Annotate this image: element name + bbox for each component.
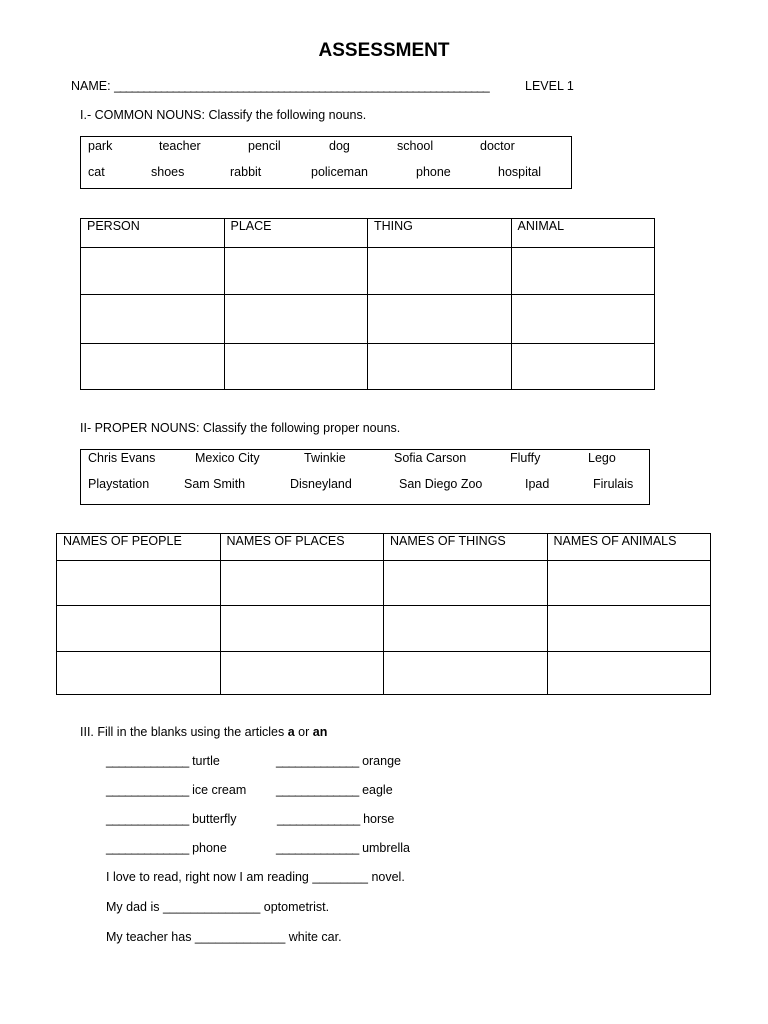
answer-cell[interactable] — [384, 606, 548, 652]
blank[interactable]: _____________ — [106, 841, 189, 855]
answer-cell[interactable] — [547, 606, 711, 652]
sentence[interactable]: My dad is ______________ optometrist. — [106, 900, 330, 914]
word: Firulais — [593, 477, 634, 491]
word: Ipad — [525, 477, 550, 491]
answer-cell[interactable] — [224, 344, 368, 390]
header-animal: ANIMAL — [511, 219, 655, 248]
word: Fluffy — [510, 451, 541, 465]
table-row — [81, 344, 655, 390]
fill-item — [106, 754, 220, 768]
answer-cell[interactable] — [224, 295, 368, 344]
table-row — [57, 606, 711, 652]
answer-cell[interactable] — [384, 652, 548, 695]
header-person: PERSON — [81, 219, 225, 248]
answer-cell[interactable] — [57, 652, 221, 695]
sentence[interactable]: I love to read, right now I am reading ________ novel. — [106, 870, 405, 884]
word: teacher — [159, 139, 201, 153]
fill-item — [106, 812, 237, 826]
answer-cell[interactable] — [224, 248, 368, 295]
header-names-of-animals: NAMES OF ANIMALS — [547, 534, 711, 561]
answer-cell[interactable] — [368, 248, 512, 295]
answer-cell[interactable] — [368, 344, 512, 390]
fill-item — [276, 841, 410, 855]
answer-cell[interactable] — [57, 561, 221, 606]
answer-cell[interactable] — [547, 561, 711, 606]
blank[interactable]: _____________ — [276, 754, 359, 768]
word: Lego — [588, 451, 616, 465]
word: park — [88, 139, 113, 153]
word: school — [397, 139, 434, 153]
sentence[interactable]: My teacher has _____________ white car. — [106, 930, 342, 944]
word: Chris Evans — [88, 451, 156, 465]
word: Playstation — [88, 477, 150, 491]
proper-nouns-table — [56, 533, 711, 695]
answer-cell[interactable] — [57, 606, 221, 652]
word: hospital — [498, 165, 542, 179]
answer-cell[interactable] — [81, 248, 225, 295]
word: cat — [88, 165, 105, 179]
answer-cell[interactable] — [81, 344, 225, 390]
table-row — [81, 248, 655, 295]
name-blank[interactable]: ________________________________________________________________ — [114, 79, 489, 93]
word: pencil — [248, 139, 281, 153]
blank[interactable]: _____________ — [277, 812, 360, 826]
section1-heading: I.- COMMON NOUNS: Classify the following nouns. — [80, 108, 367, 122]
noun: eagle — [362, 783, 393, 797]
section3-heading — [80, 725, 327, 739]
word: policeman — [311, 165, 368, 179]
proper-nouns-word-box — [80, 449, 650, 505]
word: phone — [416, 165, 451, 179]
answer-cell[interactable] — [384, 561, 548, 606]
fill-item — [276, 754, 401, 768]
header-names-of-people: NAMES OF PEOPLE — [57, 534, 221, 561]
fill-item — [106, 783, 246, 797]
noun: umbrella — [362, 841, 410, 855]
name-label: NAME: — [71, 79, 111, 93]
level-label: LEVEL 1 — [525, 79, 574, 93]
blank[interactable]: _____________ — [106, 812, 189, 826]
table-row — [81, 295, 655, 344]
header-names-of-things: NAMES OF THINGS — [384, 534, 548, 561]
answer-cell[interactable] — [220, 561, 384, 606]
word: Mexico City — [195, 451, 260, 465]
table-row — [57, 561, 711, 606]
word: rabbit — [230, 165, 262, 179]
noun: phone — [192, 841, 227, 855]
heading-text: III. Fill in the blanks using the articles — [80, 725, 288, 739]
answer-cell[interactable] — [220, 652, 384, 695]
word: Twinkie — [304, 451, 346, 465]
answer-cell[interactable] — [511, 248, 655, 295]
heading-or: or — [294, 725, 313, 739]
word: shoes — [151, 165, 185, 179]
answer-cell[interactable] — [511, 344, 655, 390]
answer-cell[interactable] — [81, 295, 225, 344]
word: dog — [329, 139, 350, 153]
name-line — [71, 79, 489, 93]
blank[interactable]: _____________ — [276, 841, 359, 855]
blank[interactable]: _____________ — [106, 783, 189, 797]
table-header-row — [57, 534, 711, 561]
word: Sam Smith — [184, 477, 246, 491]
common-nouns-table — [80, 218, 655, 390]
header-names-of-places: NAMES OF PLACES — [220, 534, 384, 561]
table-header-row — [81, 219, 655, 248]
fill-item — [277, 812, 394, 826]
answer-cell[interactable] — [220, 606, 384, 652]
article-a: a — [287, 725, 295, 739]
common-nouns-word-box — [80, 136, 572, 189]
noun: horse — [363, 812, 395, 826]
blank[interactable]: _____________ — [106, 754, 189, 768]
noun: butterfly — [192, 812, 237, 826]
blank[interactable]: _____________ — [276, 783, 359, 797]
noun: orange — [362, 754, 401, 768]
section2-heading: II- PROPER NOUNS: Classify the following proper nouns. — [80, 421, 401, 435]
fill-item — [106, 841, 227, 855]
header-place: PLACE — [224, 219, 368, 248]
table-row — [57, 652, 711, 695]
header-thing: THING — [368, 219, 512, 248]
article-an: an — [312, 725, 328, 739]
word: San Diego Zoo — [399, 477, 483, 491]
word: doctor — [480, 139, 515, 153]
noun: turtle — [192, 754, 220, 768]
answer-cell[interactable] — [368, 295, 512, 344]
fill-item — [276, 783, 393, 797]
page-title: ASSESSMENT — [318, 40, 450, 61]
word: Sofia Carson — [394, 451, 467, 465]
answer-cell[interactable] — [511, 295, 655, 344]
answer-cell[interactable] — [547, 652, 711, 695]
word: Disneyland — [290, 477, 352, 491]
noun: ice cream — [192, 783, 247, 797]
